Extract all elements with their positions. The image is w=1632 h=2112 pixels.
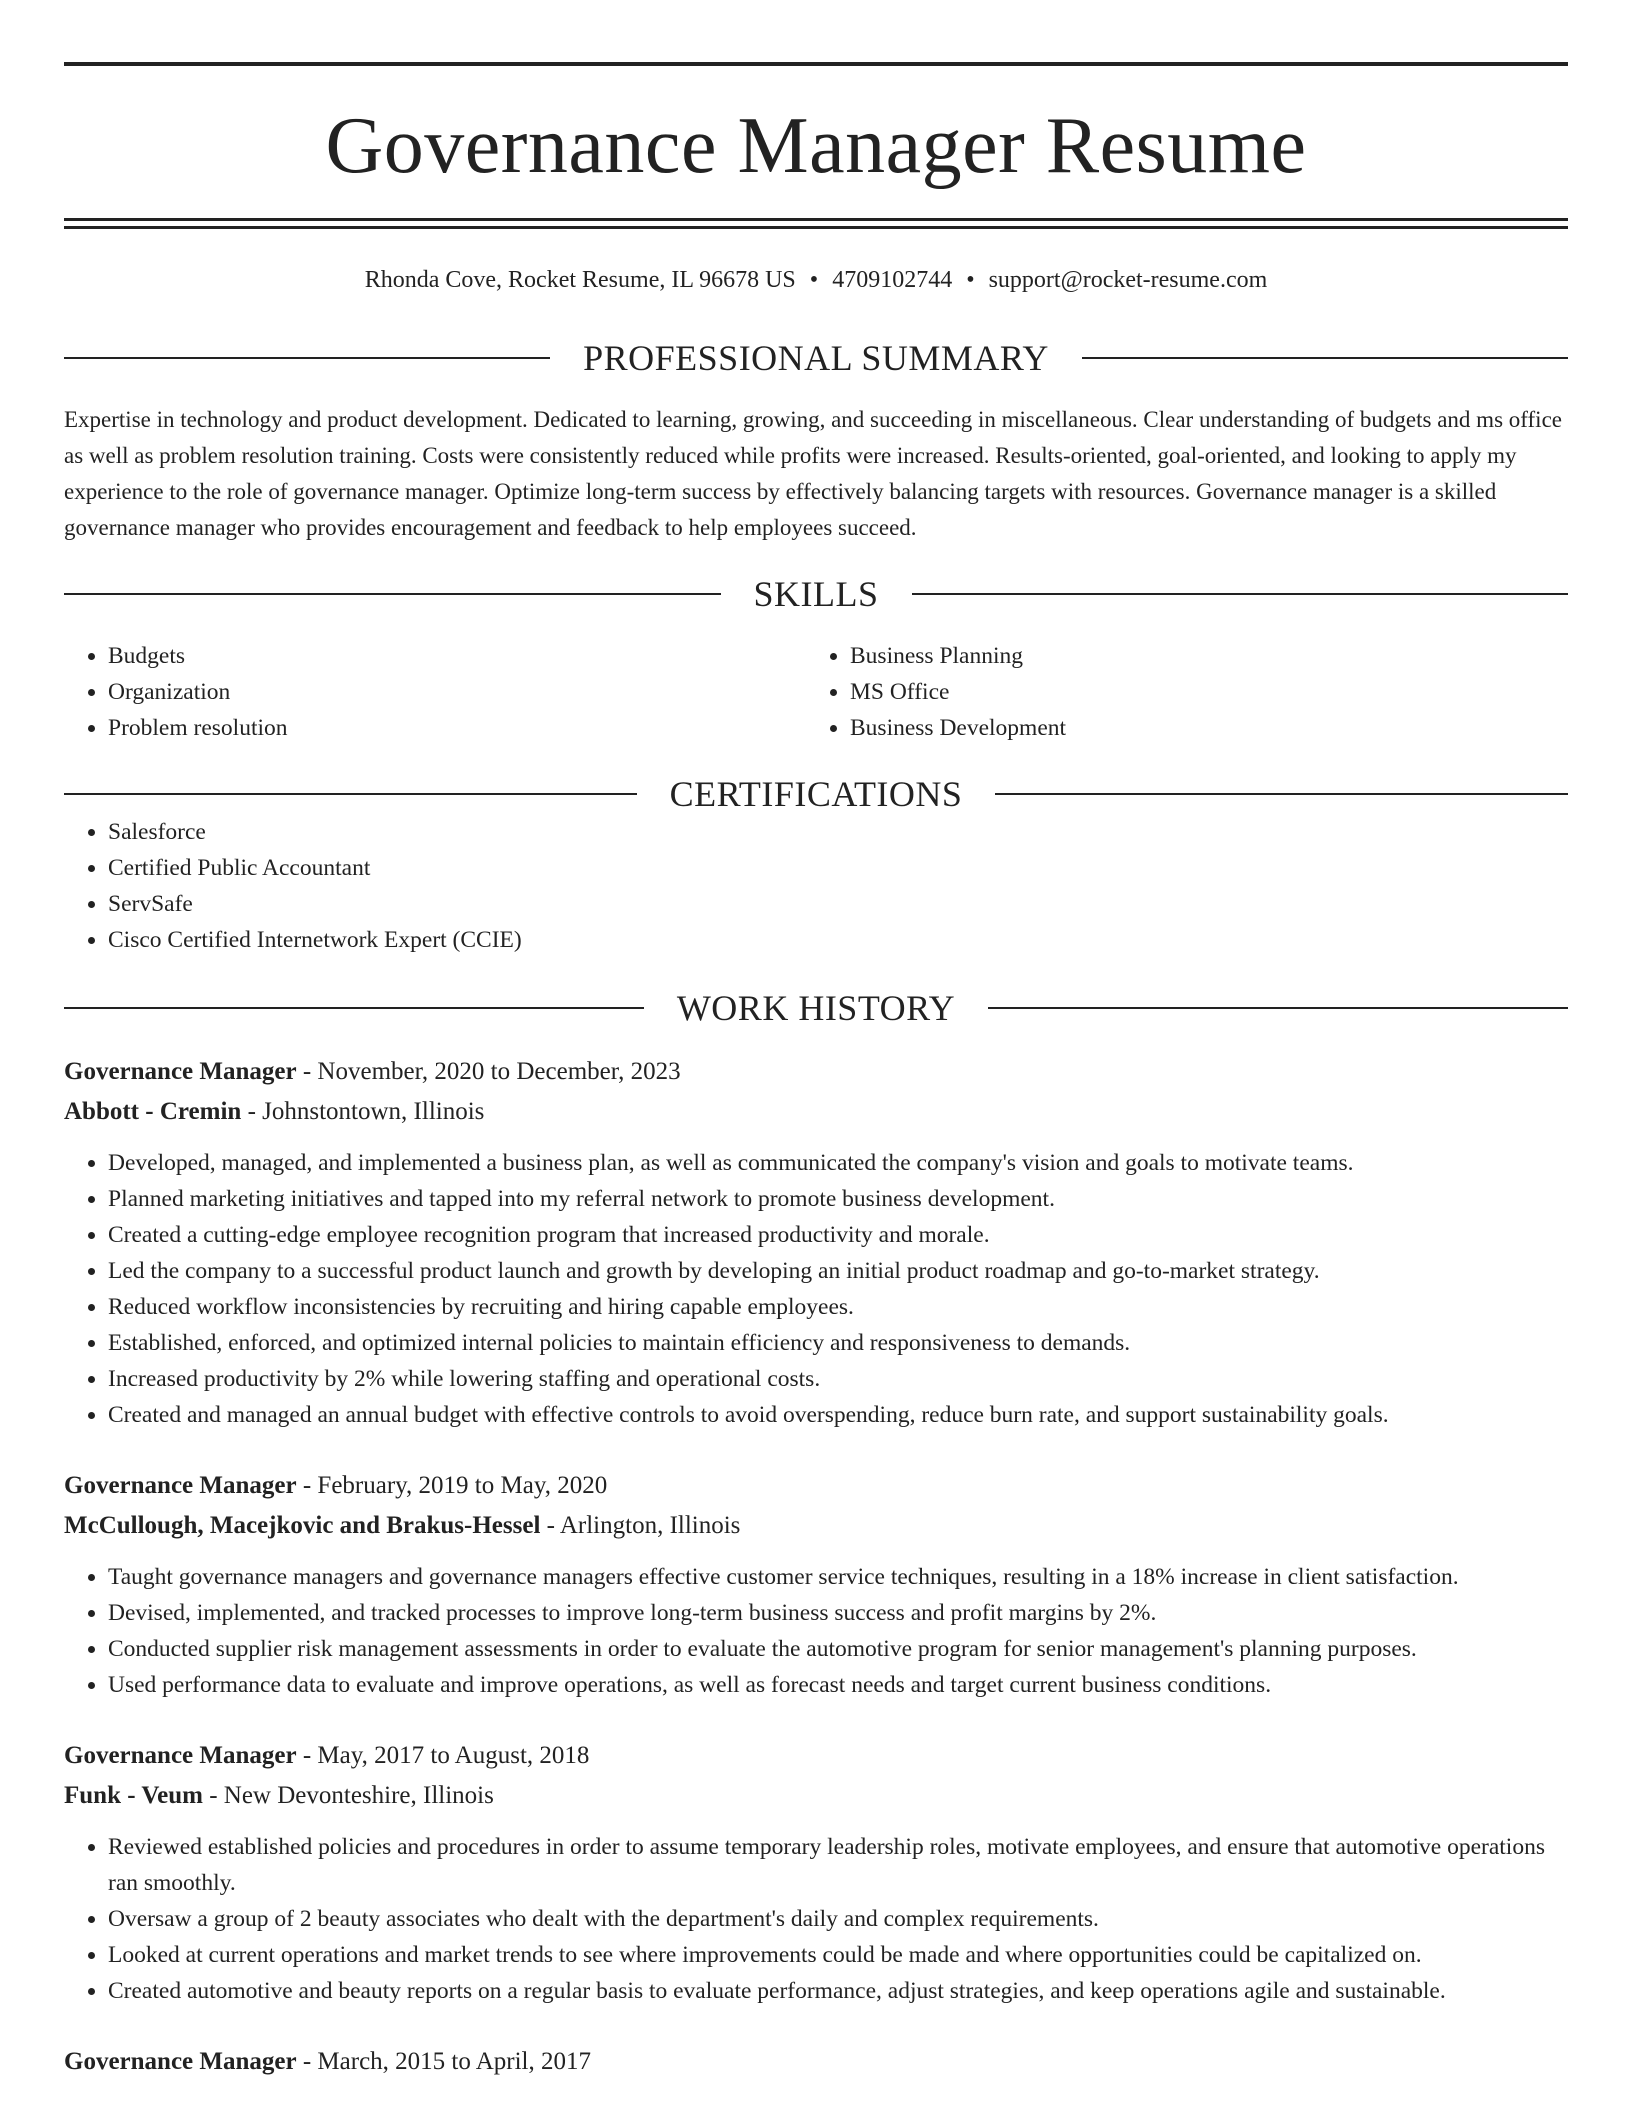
job-entry <box>64 1736 1568 2009</box>
heading-rule <box>988 1007 1568 1009</box>
summary-text: Expertise in technology and product development. Dedicated to learning, growing, and succeeding in miscellaneous. Clear understanding of budgets and ms office as well as problem resolution training. Costs were consistently reduced while profits were increased. Results-oriented, goal-oriented, and looking to apply my experience to the role of governance manager. Optimize long-term success by effectively balancing targets with resources. Governance manager is a skilled governance manager who provides encouragement and feedback to help employees succeed. <box>64 407 1562 540</box>
section-heading-summary <box>64 338 1568 378</box>
job-bullet: • Devised, implemented, and tracked processes to improve long-term business success and profit margins by 2%. <box>108 1595 1568 1631</box>
job-title: Governance Manager <box>64 1742 297 1769</box>
job-bullet: • Reduced workflow inconsistencies by recruiting and hiring capable employees. <box>108 1289 1568 1325</box>
skill-item: • Problem resolution <box>108 710 806 746</box>
job-bullet: • Used performance data to evaluate and improve operations, as well as forecast needs and target current business conditions. <box>108 1667 1568 1703</box>
job-bullet: • Established, enforced, and optimized internal policies to maintain efficiency and responsiveness to demands. <box>108 1325 1568 1361</box>
job-title-line <box>64 1736 1568 1776</box>
job-location: - Johnstontown, Illinois <box>241 1098 485 1125</box>
section-heading-skills <box>64 574 1568 614</box>
job-entry <box>64 2042 1568 2082</box>
contact-address: Rhonda Cove, Rocket Resume, IL 96678 US <box>364 267 796 293</box>
heading-rule <box>64 1007 644 1009</box>
job-location: - Arlington, Illinois <box>540 1512 741 1539</box>
job-company: Abbott - Cremin <box>64 1098 242 1125</box>
job-bullets <box>64 1829 1568 2009</box>
contact-phone: 4709102744 <box>832 267 953 293</box>
job-entry <box>64 1052 1568 1433</box>
job-bullet: • Created automotive and beauty reports on a regular basis to evaluate performance, adjust strategies, and keep operations agile and sustainable. <box>108 1973 1568 2009</box>
job-title: Governance Manager <box>64 1472 297 1499</box>
job-bullet: • Reviewed established policies and procedures in order to assume temporary leadership roles, motivate employees, and ensure that automotive operations ran smoothly. <box>108 1829 1568 1901</box>
job-company-line <box>64 1506 1568 1546</box>
title-double-rule <box>64 218 1568 229</box>
section-title: SKILLS <box>753 574 879 614</box>
skill-item: • Business Planning <box>850 638 1548 674</box>
job-dates: - November, 2020 to December, 2023 <box>296 1058 681 1085</box>
certification-item: • Salesforce <box>108 814 1568 850</box>
heading-rule <box>64 593 721 595</box>
job-bullet: • Oversaw a group of 2 beauty associates who dealt with the department's daily and complex requirements. <box>108 1901 1568 1937</box>
page-title: Governance Manager Resume <box>325 102 1307 190</box>
contact-separator: • <box>809 267 819 293</box>
job-bullet: • Conducted supplier risk management assessments in order to evaluate the automotive program for senior management's planning purposes. <box>108 1631 1568 1667</box>
job-location: - New Devonteshire, Illinois <box>202 1782 494 1809</box>
section-title: PROFESSIONAL SUMMARY <box>583 338 1049 378</box>
job-company-line <box>64 1092 1568 1132</box>
job-title-line <box>64 2042 1568 2082</box>
job-company: McCullough, Macejkovic and Brakus-Hessel <box>64 1512 541 1539</box>
job-entry <box>64 1466 1568 1703</box>
certification-item: • Cisco Certified Internetwork Expert (CCIE) <box>108 922 1568 958</box>
job-bullet: • Created and managed an annual budget with effective controls to avoid overspending, reduce burn rate, and support sustainability goals. <box>108 1397 1568 1433</box>
job-company: Funk - Veum <box>64 1782 203 1809</box>
heading-rule <box>1082 357 1568 359</box>
job-bullet: • Increased productivity by 2% while lowering staffing and operational costs. <box>108 1361 1568 1397</box>
job-title-line <box>64 1052 1568 1092</box>
job-title-line <box>64 1466 1568 1506</box>
skills-list <box>64 638 1568 746</box>
contact-email: support@rocket-resume.com <box>988 267 1268 293</box>
heading-rule <box>64 357 550 359</box>
section-heading-certifications <box>64 774 1568 814</box>
skills-column-left <box>64 638 806 746</box>
job-bullets <box>64 1559 1568 1703</box>
heading-rule <box>64 793 637 795</box>
skill-item: • MS Office <box>850 674 1548 710</box>
job-title: Governance Manager <box>64 2048 297 2075</box>
skill-item: • Budgets <box>108 638 806 674</box>
certification-item: • ServSafe <box>108 886 1568 922</box>
certifications-list <box>64 814 1568 958</box>
job-bullet: • Taught governance managers and governance managers effective customer service techniques, resulting in a 18% increase in client satisfaction. <box>108 1559 1568 1595</box>
skills-column-right <box>806 638 1548 746</box>
section-heading-work-history <box>64 988 1568 1028</box>
job-bullet: • Planned marketing initiatives and tapped into my referral network to promote business development. <box>108 1181 1568 1217</box>
job-title: Governance Manager <box>64 1058 297 1085</box>
heading-rule <box>912 593 1569 595</box>
job-bullet: • Led the company to a successful product launch and growth by developing an initial product roadmap and go-to-market strategy. <box>108 1253 1568 1289</box>
contact-separator: • <box>966 267 975 293</box>
job-bullet: • Created a cutting-edge employee recognition program that increased productivity and morale. <box>108 1217 1568 1253</box>
job-bullet: • Looked at current operations and market trends to see where improvements could be made and where opportunities could be capitalized on. <box>108 1937 1568 1973</box>
section-title: CERTIFICATIONS <box>669 774 963 814</box>
skill-item: • Organization <box>108 674 806 710</box>
job-bullet: • Developed, managed, and implemented a business plan, as well as communicated the company's vision and goals to motivate teams. <box>108 1145 1568 1181</box>
job-bullets <box>64 1145 1568 1433</box>
certification-item: • Certified Public Accountant <box>108 850 1568 886</box>
contact-line <box>64 264 1568 296</box>
skill-item: • Business Development <box>850 710 1548 746</box>
job-dates: - March, 2015 to April, 2017 <box>296 2048 592 2075</box>
job-dates: - February, 2019 to May, 2020 <box>296 1472 608 1499</box>
section-title: WORK HISTORY <box>676 988 956 1028</box>
job-dates: - May, 2017 to August, 2018 <box>296 1742 590 1769</box>
heading-rule <box>995 793 1568 795</box>
job-company-line <box>64 1776 1568 1816</box>
